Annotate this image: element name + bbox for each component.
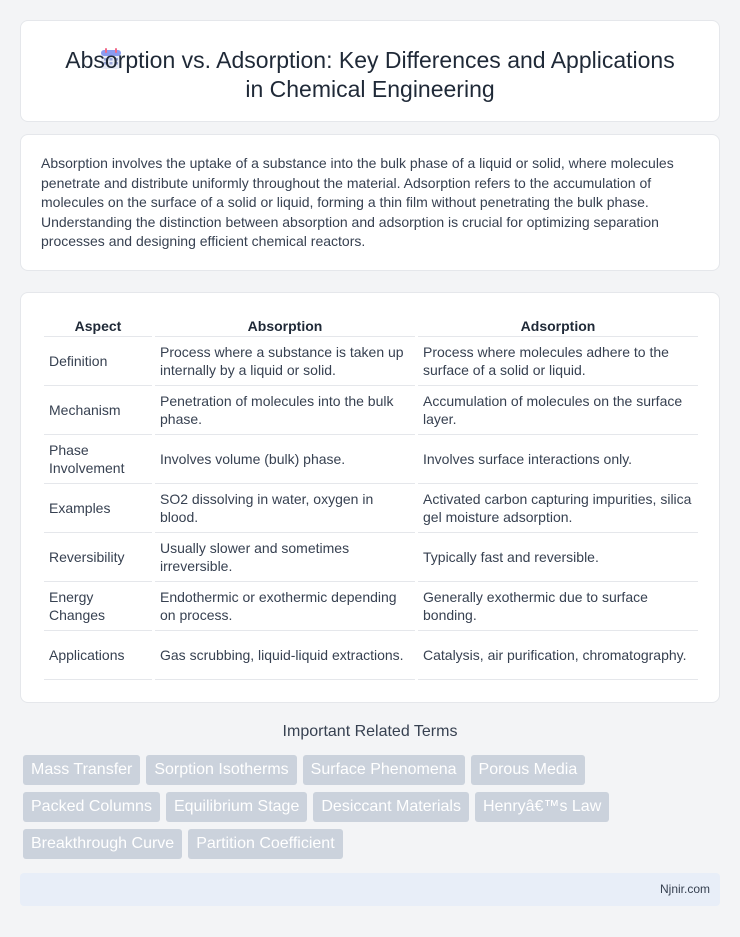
- absorption-cell: Gas scrubbing, liquid-liquid extractions.: [155, 631, 415, 680]
- intro-card: [20, 134, 720, 271]
- tag-desiccant-materials[interactable]: Desiccant Materials: [313, 792, 469, 822]
- aspect-cell: Applications: [44, 631, 152, 680]
- comparison-card: [20, 292, 720, 703]
- footer-brand[interactable]: Njnir.com: [659, 882, 710, 896]
- tag-breakthrough-curve[interactable]: Breakthrough Curve: [23, 829, 182, 859]
- tag-equilibrium-stage[interactable]: Equilibrium Stage: [166, 792, 307, 822]
- comparison-table: [41, 315, 701, 680]
- tag-row: [23, 755, 623, 785]
- absorption-cell: Penetration of molecules into the bulk phase.: [155, 386, 415, 435]
- adsorption-cell: Process where molecules adhere to the surface of a solid or liquid.: [418, 337, 698, 386]
- related-terms-tags: [23, 755, 623, 866]
- table-row: [44, 386, 698, 435]
- page-title: Absorption vs. Adsorption: Key Differences and Applications in Chemical Engineering: [65, 47, 675, 102]
- tag-row: [23, 829, 623, 859]
- table-row: [44, 484, 698, 533]
- aspect-cell: Mechanism: [44, 386, 152, 435]
- absorption-cell: Process where a substance is taken up internally by a liquid or solid.: [155, 337, 415, 386]
- tag-row: [23, 792, 623, 822]
- table-header-row: [44, 315, 698, 337]
- tag-porous-media[interactable]: Porous Media: [471, 755, 586, 785]
- absorption-cell: SO2 dissolving in water, oxygen in blood.: [155, 484, 415, 533]
- aspect-cell: Phase Involvement: [44, 435, 152, 484]
- tag-sorption-isotherms[interactable]: Sorption Isotherms: [146, 755, 296, 785]
- aspect-cell: Definition: [44, 337, 152, 386]
- table-row: [44, 533, 698, 582]
- intro-paragraph: Absorption involves the uptake of a substance into the bulk phase of a liquid or solid, where molecules penetrate and distribute uniformly throughout the material. Adsorption refers to the accumulation of molecules on the surface of a solid or liquid, forming a thin film without penetrating the bulk phase. Understanding the distinction between absorption and adsorption is crucial for optimizing separation processes and designing efficient chemical reactors.: [41, 155, 674, 249]
- absorption-cell: Endothermic or exothermic depending on process.: [155, 582, 415, 631]
- tag-surface-phenomena[interactable]: Surface Phenomena: [303, 755, 465, 785]
- aspect-cell: Reversibility: [44, 533, 152, 582]
- absorption-cell: Usually slower and sometimes irreversible.: [155, 533, 415, 582]
- table-row: [44, 337, 698, 386]
- absorption-cell: Involves volume (bulk) phase.: [155, 435, 415, 484]
- related-terms-title: Important Related Terms: [282, 723, 458, 740]
- table-row: [44, 631, 698, 680]
- adsorption-cell: Catalysis, air purification, chromatography.: [418, 631, 698, 680]
- tag-partition-coefficient[interactable]: Partition Coefficient: [188, 829, 342, 859]
- adsorption-cell: Generally exothermic due to surface bonding.: [418, 582, 698, 631]
- header-aspect: Aspect: [44, 315, 152, 337]
- header-adsorption: Adsorption: [418, 315, 698, 337]
- tag-mass-transfer[interactable]: Mass Transfer: [23, 755, 140, 785]
- tag-henrys-law[interactable]: Henryâ€™s Law: [475, 792, 609, 822]
- aspect-cell: Examples: [44, 484, 152, 533]
- adsorption-cell: Accumulation of molecules on the surface layer.: [418, 386, 698, 435]
- title-card: [20, 20, 720, 122]
- table-row: [44, 582, 698, 631]
- aspect-cell: Energy Changes: [44, 582, 152, 631]
- adsorption-cell: Typically fast and reversible.: [418, 533, 698, 582]
- header-absorption: Absorption: [155, 315, 415, 337]
- table-row: [44, 435, 698, 484]
- tag-packed-columns[interactable]: Packed Columns: [23, 792, 160, 822]
- footer: [20, 873, 720, 906]
- adsorption-cell: Activated carbon capturing impurities, silica gel moisture adsorption.: [418, 484, 698, 533]
- adsorption-cell: Involves surface interactions only.: [418, 435, 698, 484]
